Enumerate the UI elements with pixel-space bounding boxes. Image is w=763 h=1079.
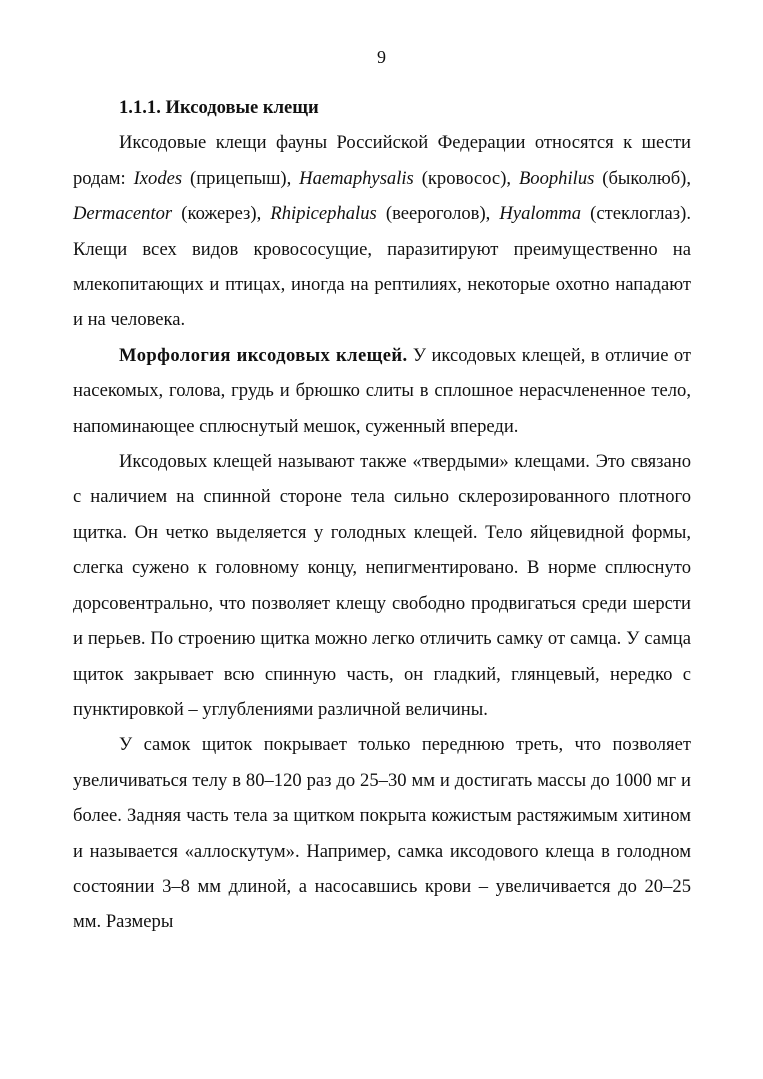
text-run: (кровосос), bbox=[413, 167, 519, 189]
body-text bbox=[73, 90, 691, 940]
text-run: (стеклоглаз). Клещи всех видов кровососущие, паразитируют преимущественно на млекопитающих и птицах, иногда на рептилиях, некоторые охотно нападают и на человека. bbox=[73, 203, 691, 331]
genus-name: Boophilus bbox=[518, 167, 595, 189]
paragraph-females: У самок щиток покрывает только переднюю треть, что позволяет увеличиваться телу в 80–120 раз до 25–30 мм и достигать массы до 1000 мг и более. Задняя часть тела за щитком покрыта кожистым растяжимым хитином и называется «аллоскутум». Например, самка иксодового клеща в голодном состоянии 3–8 мм длиной, а насосавшись крови – увеличивается до 20–25 мм. Размеры bbox=[73, 734, 691, 933]
text-run: У иксодовых клещей, в отличие от насекомых, голова, грудь и брюшко слиты в сплошное нерасчлененное тело, напоминающее сплюснутый мешок, суженный впереди. bbox=[73, 344, 691, 437]
text-run: (быколюб), bbox=[594, 167, 692, 189]
genus-name: Haemaphysalis bbox=[299, 167, 414, 189]
genus-name: Hyalomma bbox=[499, 203, 582, 225]
paragraph-lead: Морфология иксодовых клещей. bbox=[119, 344, 408, 366]
text-run: (кожерез), bbox=[172, 203, 271, 225]
text-run: (прицепыш), bbox=[182, 167, 300, 189]
text-run: Иксодовые клещи фауны Российской Федерации относятся к шести родам: bbox=[73, 132, 691, 189]
page-number: 9 bbox=[377, 47, 386, 67]
paragraph-genera bbox=[73, 125, 691, 337]
paragraph-morphology bbox=[73, 338, 691, 444]
section-heading: 1.1.1. Иксодовые клещи bbox=[119, 97, 319, 118]
text-run: (веероголов), bbox=[376, 203, 500, 225]
genus-name: Ixodes bbox=[133, 167, 183, 189]
genus-name: Rhipicephalus bbox=[270, 203, 377, 225]
paragraph-scutum: Иксодовых клещей называют также «твердыми» клещами. Это связано с наличием на спинной стороне тела сильно склерозированного плотного щитка. Он четко выделяется у голодных клещей. Тело яйцевидной формы, слегка сужено к головному концу, непигментировано. В норме сплюснуто дорсовентрально, что позволяет клещу свободно продвигаться среди шерсти и перьев. По строению щитка можно легко отличить самку от самца. У самца щиток закрывает всю спинную часть, он гладкий, глянцевый, нередко с пунктировкой – углублениями различной величины. bbox=[73, 451, 691, 720]
genus-name: Dermacentor bbox=[73, 203, 173, 225]
